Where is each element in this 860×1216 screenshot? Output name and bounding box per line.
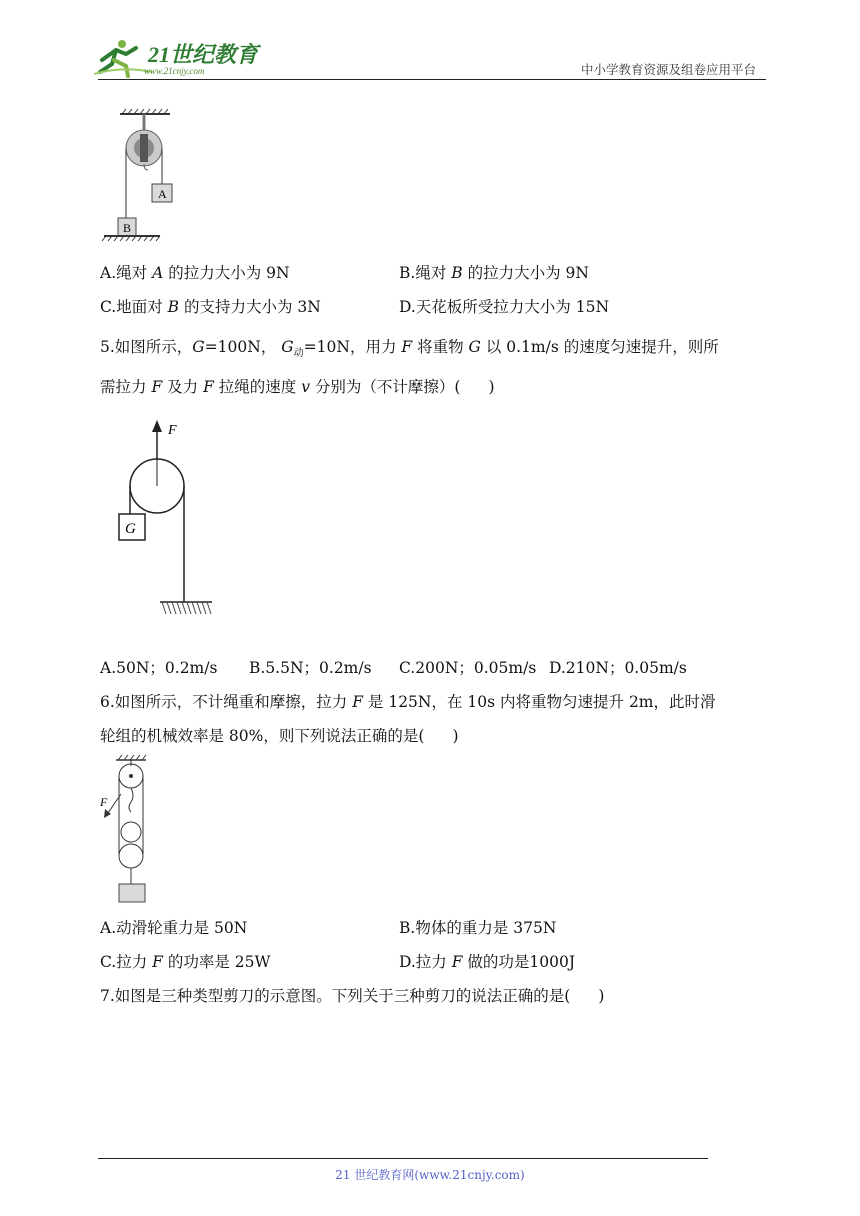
q4-pulley-figure bbox=[100, 108, 200, 246]
label-f: F bbox=[100, 795, 108, 809]
footer-site-link[interactable]: 21 世纪教育网(www.21cnjy.com) bbox=[335, 1168, 525, 1182]
label-g: G bbox=[125, 521, 136, 537]
q4-option-c[interactable]: C.地面对 B 的支持力大小为 3N bbox=[100, 298, 321, 316]
footer-divider bbox=[98, 1158, 708, 1159]
q6-pulley-block-figure bbox=[96, 754, 166, 906]
q4-option-d[interactable]: D.天花板所受拉力大小为 15N bbox=[399, 298, 610, 316]
header-divider bbox=[98, 79, 766, 80]
q5-pulley-figure bbox=[112, 418, 222, 618]
header-platform-text: 中小学教育资源及组卷应用平台 bbox=[580, 62, 756, 77]
logo-text: 21世纪教育 bbox=[148, 42, 259, 67]
q6-stem-line2: 轮组的机械效率是 80%，则下列说法正确的是( ) bbox=[100, 727, 459, 745]
q4-option-b[interactable]: B.绳对 B 的拉力大小为 9N bbox=[399, 264, 589, 282]
q7-stem: 7.如图是三种类型剪刀的示意图。下列关于三种剪刀的说法正确的是( ) bbox=[100, 987, 605, 1005]
q6-option-a[interactable]: A.动滑轮重力是 50N bbox=[100, 919, 248, 937]
q6-option-c[interactable]: C.拉力 F 的功率是 25W bbox=[100, 953, 271, 971]
q5-stem-line1: 5.如图所示，G=100N， $G_动=10N$，用力 F 将重物 G 以 0.1m/s 的速度匀速提升，则所 bbox=[100, 338, 719, 360]
q4-option-a[interactable]: A.绳对 A 的拉力大小为 9N bbox=[100, 264, 290, 282]
q6-option-b[interactable]: B.物体的重力是 375N bbox=[399, 919, 557, 937]
q6-stem-line1: 6.如图所示，不计绳重和摩擦，拉力 F 是 125N，在 10s 内将重物匀速提升 2m，此时滑 bbox=[100, 693, 716, 711]
q5-option-d[interactable]: D.210N；0.05m/s bbox=[549, 659, 687, 677]
q6-option-d[interactable]: D.拉力 F 做的功是1000J bbox=[399, 953, 576, 971]
label-f: F bbox=[168, 423, 177, 438]
label-b: B bbox=[123, 221, 132, 235]
q5-option-a[interactable]: A.50N；0.2m/s bbox=[100, 659, 218, 677]
logo-url: www.21cnjy.com bbox=[144, 66, 205, 76]
q5-option-b[interactable]: B.5.5N；0.2m/s bbox=[249, 659, 372, 677]
q5-option-c[interactable]: C.200N；0.05m/s bbox=[399, 659, 537, 677]
site-logo bbox=[92, 36, 262, 80]
label-a: A bbox=[158, 187, 167, 201]
q5-stem-line2: 需拉力 F 及力 F 拉绳的速度 v 分别为（不计摩擦）( ) bbox=[100, 378, 495, 396]
